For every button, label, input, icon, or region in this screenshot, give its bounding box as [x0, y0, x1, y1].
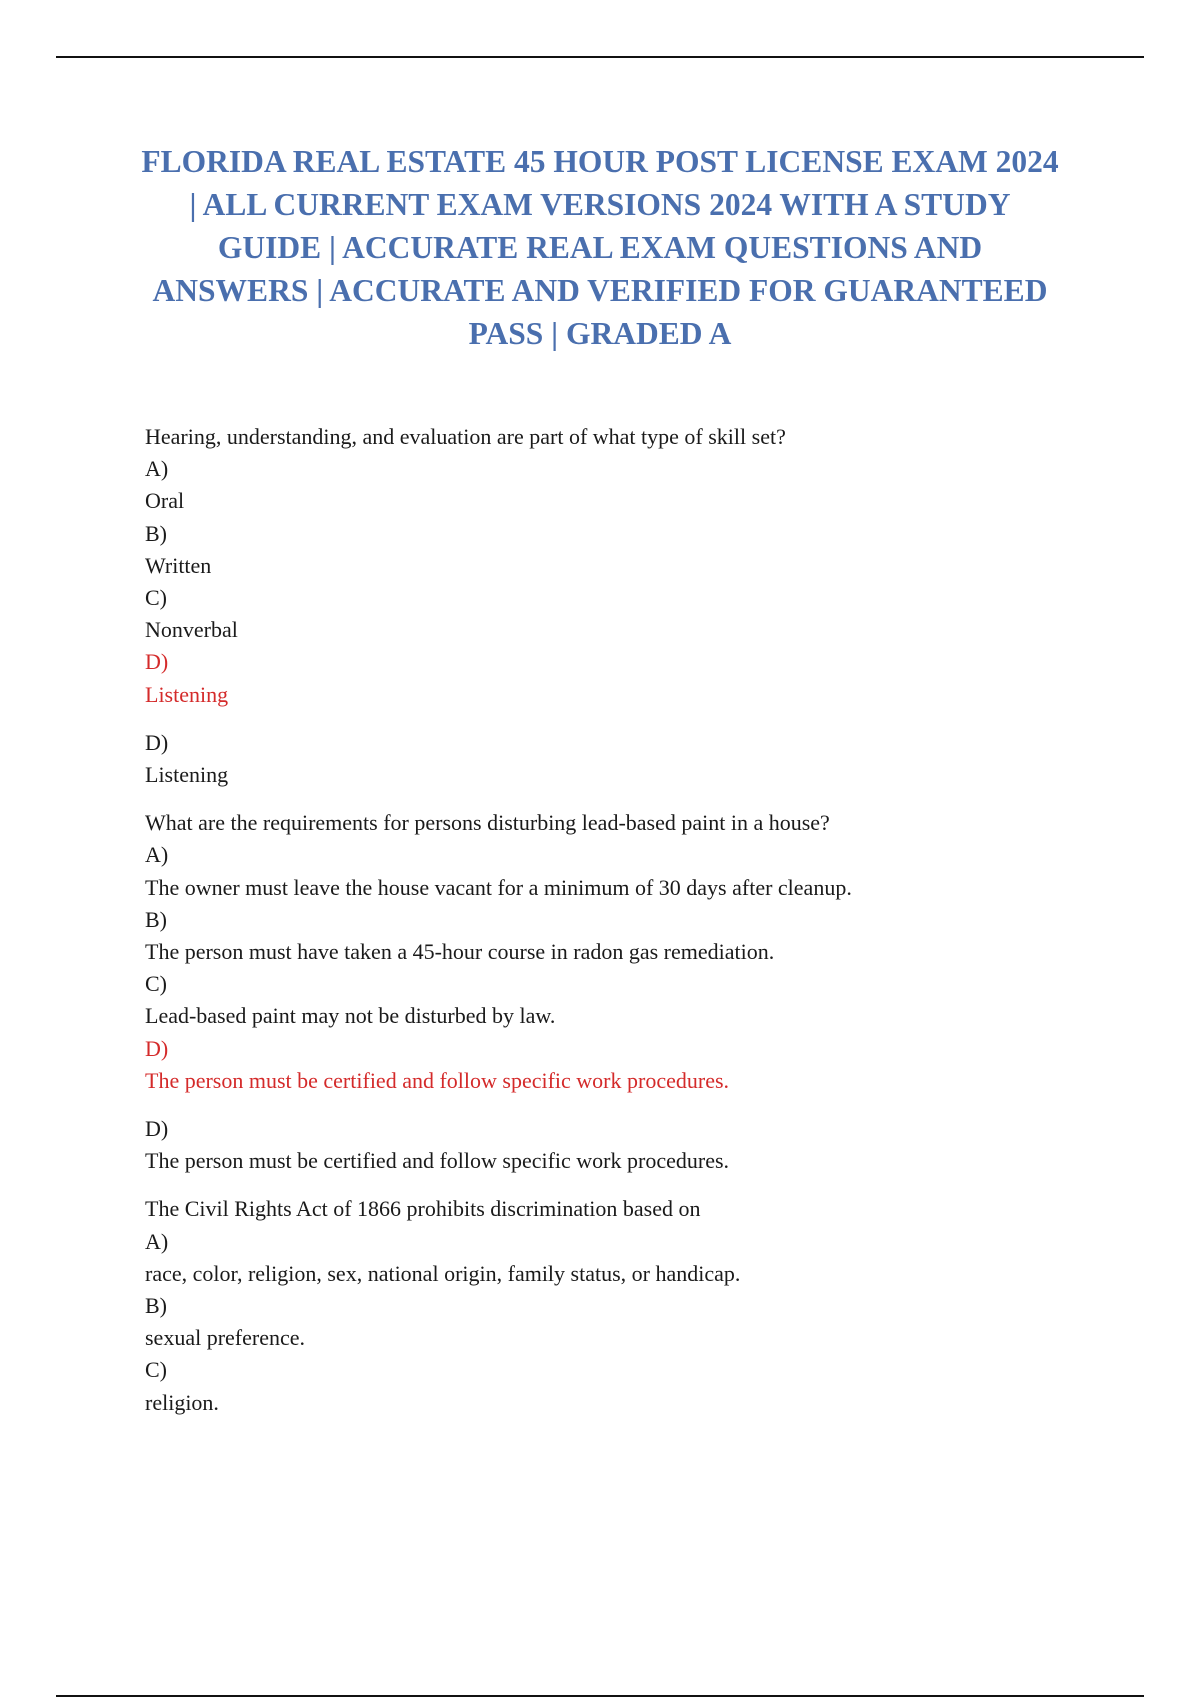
option-text-a: race, color, religion, sex, national origin, family status, or handicap.: [145, 1260, 741, 1286]
option-text-b: Written: [145, 552, 212, 578]
option-text-d-correct: The person must be certified and follow specific work procedures.: [145, 1067, 730, 1093]
option-letter-a: A): [145, 1228, 169, 1254]
question-block-2: [145, 807, 1105, 1177]
question-text: The Civil Rights Act of 1866 prohibits discrimination based on: [145, 1196, 701, 1222]
option-text-c: religion.: [145, 1389, 219, 1415]
question-block-1: [145, 421, 1105, 791]
bottom-rule: [56, 1695, 1144, 1697]
option-text-b: The person must have taken a 45-hour course in radon gas remediation.: [145, 939, 775, 965]
answer-letter: D): [145, 729, 169, 755]
option-letter-d-correct: D): [145, 1035, 169, 1061]
option-text-a: The owner must leave the house vacant for a minimum of 30 days after cleanup.: [145, 874, 852, 900]
option-letter-b: B): [145, 906, 167, 932]
option-letter-a: A): [145, 456, 169, 482]
document-body: [145, 421, 1105, 1419]
option-letter-c: C): [145, 1357, 167, 1383]
option-letter-c: C): [145, 585, 167, 611]
option-letter-b: B): [145, 1293, 167, 1319]
option-text-c: Nonverbal: [145, 617, 238, 643]
document-title: FLORIDA REAL ESTATE 45 HOUR POST LICENSE EXAM 2024 | ALL CURRENT EXAM VERSIONS 2024 WITH A STUDY GUIDE | ACCURATE REAL EXAM QUESTIONS AND ANSWERS | ACCURATE AND VERIFIED FOR GUARANTEED PASS | GRADED A: [141, 144, 1059, 351]
question-text: What are the requirements for persons disturbing lead-based paint in a house?: [145, 810, 830, 836]
option-text-b: sexual preference.: [145, 1325, 306, 1351]
option-letter-a: A): [145, 842, 169, 868]
option-letter-b: B): [145, 520, 167, 546]
option-text-d-correct: Listening: [145, 681, 229, 707]
option-letter-d-correct: D): [145, 649, 169, 675]
answer-text: The person must be certified and follow specific work procedures.: [145, 1148, 730, 1174]
top-rule: [56, 56, 1144, 58]
question-text: Hearing, understanding, and evaluation are part of what type of skill set?: [145, 424, 786, 449]
option-text-c: Lead-based paint may not be disturbed by law.: [145, 1003, 556, 1029]
answer-letter: D): [145, 1116, 169, 1142]
option-text-a: Oral: [145, 488, 185, 514]
question-block-3: [145, 1193, 1105, 1418]
answer-text: Listening: [145, 762, 229, 788]
option-letter-c: C): [145, 971, 167, 997]
